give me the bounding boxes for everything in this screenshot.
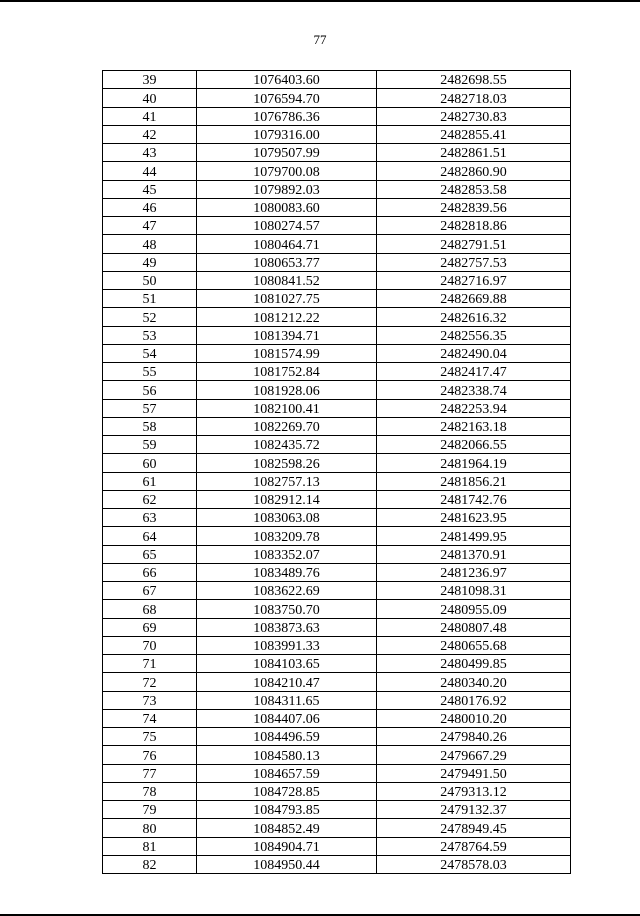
point-number-cell: 44 — [103, 162, 197, 180]
y-coordinate-cell: 2478764.59 — [377, 837, 571, 855]
x-coordinate-cell: 1080464.71 — [197, 235, 377, 253]
y-coordinate-cell: 2482818.86 — [377, 217, 571, 235]
y-coordinate-cell: 2482490.04 — [377, 344, 571, 362]
point-number-cell: 41 — [103, 107, 197, 125]
y-coordinate-cell: 2481236.97 — [377, 563, 571, 581]
x-coordinate-cell: 1083622.69 — [197, 582, 377, 600]
point-number-cell: 40 — [103, 89, 197, 107]
y-coordinate-cell: 2480655.68 — [377, 636, 571, 654]
y-coordinate-cell: 2479840.26 — [377, 728, 571, 746]
table-row — [103, 618, 571, 636]
x-coordinate-cell: 1083873.63 — [197, 618, 377, 636]
table-row — [103, 107, 571, 125]
point-number-cell: 45 — [103, 180, 197, 198]
table-row — [103, 509, 571, 527]
x-coordinate-cell: 1082912.14 — [197, 490, 377, 508]
point-number-cell: 70 — [103, 636, 197, 654]
point-number-cell: 77 — [103, 764, 197, 782]
point-number-cell: 75 — [103, 728, 197, 746]
table-row — [103, 563, 571, 581]
y-coordinate-cell: 2480010.20 — [377, 709, 571, 727]
point-number-cell: 79 — [103, 801, 197, 819]
point-number-cell: 66 — [103, 563, 197, 581]
x-coordinate-cell: 1082100.41 — [197, 399, 377, 417]
point-number-cell: 56 — [103, 381, 197, 399]
y-coordinate-cell: 2479667.29 — [377, 746, 571, 764]
y-coordinate-cell: 2479313.12 — [377, 782, 571, 800]
y-coordinate-cell: 2482791.51 — [377, 235, 571, 253]
x-coordinate-cell: 1083352.07 — [197, 545, 377, 563]
x-coordinate-cell: 1084728.85 — [197, 782, 377, 800]
x-coordinate-cell: 1080653.77 — [197, 253, 377, 271]
point-number-cell: 67 — [103, 582, 197, 600]
x-coordinate-cell: 1081212.22 — [197, 308, 377, 326]
table-row — [103, 472, 571, 490]
page-number: 77 — [313, 32, 327, 47]
y-coordinate-cell: 2482066.55 — [377, 436, 571, 454]
x-coordinate-cell: 1084496.59 — [197, 728, 377, 746]
x-coordinate-cell: 1082269.70 — [197, 417, 377, 435]
table-row — [103, 363, 571, 381]
point-number-cell: 73 — [103, 691, 197, 709]
table-row — [103, 417, 571, 435]
point-number-cell: 51 — [103, 290, 197, 308]
y-coordinate-cell: 2480176.92 — [377, 691, 571, 709]
y-coordinate-cell: 2481370.91 — [377, 545, 571, 563]
table-row — [103, 71, 571, 89]
point-number-cell: 59 — [103, 436, 197, 454]
point-number-cell: 54 — [103, 344, 197, 362]
x-coordinate-cell: 1080841.52 — [197, 271, 377, 289]
y-coordinate-cell: 2479491.50 — [377, 764, 571, 782]
table-row — [103, 709, 571, 727]
x-coordinate-cell: 1081752.84 — [197, 363, 377, 381]
y-coordinate-cell: 2480499.85 — [377, 655, 571, 673]
point-number-cell: 47 — [103, 217, 197, 235]
y-coordinate-cell: 2480807.48 — [377, 618, 571, 636]
table-row — [103, 144, 571, 162]
coordinates-table — [102, 70, 571, 874]
point-number-cell: 42 — [103, 125, 197, 143]
y-coordinate-cell: 2480340.20 — [377, 673, 571, 691]
table-row — [103, 180, 571, 198]
table-row — [103, 764, 571, 782]
x-coordinate-cell: 1083209.78 — [197, 527, 377, 545]
table-row — [103, 801, 571, 819]
x-coordinate-cell: 1082757.13 — [197, 472, 377, 490]
y-coordinate-cell: 2482718.03 — [377, 89, 571, 107]
x-coordinate-cell: 1081928.06 — [197, 381, 377, 399]
table-row — [103, 782, 571, 800]
point-number-cell: 76 — [103, 746, 197, 764]
y-coordinate-cell: 2482716.97 — [377, 271, 571, 289]
y-coordinate-cell: 2479132.37 — [377, 801, 571, 819]
table-row — [103, 527, 571, 545]
x-coordinate-cell: 1084210.47 — [197, 673, 377, 691]
y-coordinate-cell: 2478949.45 — [377, 819, 571, 837]
point-number-cell: 65 — [103, 545, 197, 563]
point-number-cell: 50 — [103, 271, 197, 289]
x-coordinate-cell: 1084407.06 — [197, 709, 377, 727]
x-coordinate-cell: 1083063.08 — [197, 509, 377, 527]
point-number-cell: 82 — [103, 855, 197, 873]
table-row — [103, 125, 571, 143]
table-row — [103, 582, 571, 600]
point-number-cell: 57 — [103, 399, 197, 417]
point-number-cell: 53 — [103, 326, 197, 344]
point-number-cell: 64 — [103, 527, 197, 545]
point-number-cell: 62 — [103, 490, 197, 508]
point-number-cell: 52 — [103, 308, 197, 326]
y-coordinate-cell: 2481856.21 — [377, 472, 571, 490]
table-row — [103, 855, 571, 873]
table-row — [103, 290, 571, 308]
x-coordinate-cell: 1083489.76 — [197, 563, 377, 581]
y-coordinate-cell: 2480955.09 — [377, 600, 571, 618]
point-number-cell: 60 — [103, 454, 197, 472]
table-row — [103, 636, 571, 654]
x-coordinate-cell: 1079316.00 — [197, 125, 377, 143]
table-row — [103, 728, 571, 746]
table-row — [103, 344, 571, 362]
point-number-cell: 80 — [103, 819, 197, 837]
table-row — [103, 819, 571, 837]
x-coordinate-cell: 1080083.60 — [197, 198, 377, 216]
y-coordinate-cell: 2482730.83 — [377, 107, 571, 125]
x-coordinate-cell: 1079700.08 — [197, 162, 377, 180]
y-coordinate-cell: 2482860.90 — [377, 162, 571, 180]
point-number-cell: 81 — [103, 837, 197, 855]
table-row — [103, 235, 571, 253]
point-number-cell: 78 — [103, 782, 197, 800]
table-row — [103, 381, 571, 399]
x-coordinate-cell: 1082435.72 — [197, 436, 377, 454]
y-coordinate-cell: 2482853.58 — [377, 180, 571, 198]
point-number-cell: 48 — [103, 235, 197, 253]
table-row — [103, 162, 571, 180]
table-row — [103, 271, 571, 289]
table-row — [103, 600, 571, 618]
point-number-cell: 68 — [103, 600, 197, 618]
x-coordinate-cell: 1084793.85 — [197, 801, 377, 819]
point-number-cell: 63 — [103, 509, 197, 527]
x-coordinate-cell: 1076786.36 — [197, 107, 377, 125]
point-number-cell: 69 — [103, 618, 197, 636]
point-number-cell: 72 — [103, 673, 197, 691]
point-number-cell: 46 — [103, 198, 197, 216]
x-coordinate-cell: 1084904.71 — [197, 837, 377, 855]
point-number-cell: 43 — [103, 144, 197, 162]
y-coordinate-cell: 2482616.32 — [377, 308, 571, 326]
y-coordinate-cell: 2482861.51 — [377, 144, 571, 162]
table-row — [103, 673, 571, 691]
y-coordinate-cell: 2482163.18 — [377, 417, 571, 435]
y-coordinate-cell: 2481964.19 — [377, 454, 571, 472]
y-coordinate-cell: 2482417.47 — [377, 363, 571, 381]
point-number-cell: 58 — [103, 417, 197, 435]
table-row — [103, 691, 571, 709]
y-coordinate-cell: 2478578.03 — [377, 855, 571, 873]
coordinates-table-body — [103, 71, 571, 874]
x-coordinate-cell: 1079507.99 — [197, 144, 377, 162]
y-coordinate-cell: 2482757.53 — [377, 253, 571, 271]
x-coordinate-cell: 1081574.99 — [197, 344, 377, 362]
y-coordinate-cell: 2482855.41 — [377, 125, 571, 143]
table-row — [103, 454, 571, 472]
table-row — [103, 436, 571, 454]
y-coordinate-cell: 2482338.74 — [377, 381, 571, 399]
table-row — [103, 326, 571, 344]
y-coordinate-cell: 2481098.31 — [377, 582, 571, 600]
table-row — [103, 89, 571, 107]
point-number-cell: 74 — [103, 709, 197, 727]
x-coordinate-cell: 1084311.65 — [197, 691, 377, 709]
table-row — [103, 399, 571, 417]
y-coordinate-cell: 2482556.35 — [377, 326, 571, 344]
table-row — [103, 545, 571, 563]
table-row — [103, 217, 571, 235]
x-coordinate-cell: 1083991.33 — [197, 636, 377, 654]
x-coordinate-cell: 1084580.13 — [197, 746, 377, 764]
table-row — [103, 746, 571, 764]
point-number-cell: 61 — [103, 472, 197, 490]
table-row — [103, 837, 571, 855]
x-coordinate-cell: 1081394.71 — [197, 326, 377, 344]
x-coordinate-cell: 1076594.70 — [197, 89, 377, 107]
x-coordinate-cell: 1083750.70 — [197, 600, 377, 618]
x-coordinate-cell: 1081027.75 — [197, 290, 377, 308]
y-coordinate-cell: 2482698.55 — [377, 71, 571, 89]
y-coordinate-cell: 2481499.95 — [377, 527, 571, 545]
x-coordinate-cell: 1084852.49 — [197, 819, 377, 837]
table-row — [103, 198, 571, 216]
y-coordinate-cell: 2482839.56 — [377, 198, 571, 216]
point-number-cell: 49 — [103, 253, 197, 271]
y-coordinate-cell: 2481623.95 — [377, 509, 571, 527]
y-coordinate-cell: 2482253.94 — [377, 399, 571, 417]
table-row — [103, 655, 571, 673]
x-coordinate-cell: 1076403.60 — [197, 71, 377, 89]
scan-edge-top — [0, 0, 640, 2]
table-row — [103, 308, 571, 326]
x-coordinate-cell: 1084103.65 — [197, 655, 377, 673]
x-coordinate-cell: 1084950.44 — [197, 855, 377, 873]
table-row — [103, 490, 571, 508]
x-coordinate-cell: 1080274.57 — [197, 217, 377, 235]
table-row — [103, 253, 571, 271]
point-number-cell: 39 — [103, 71, 197, 89]
x-coordinate-cell: 1079892.03 — [197, 180, 377, 198]
x-coordinate-cell: 1082598.26 — [197, 454, 377, 472]
x-coordinate-cell: 1084657.59 — [197, 764, 377, 782]
y-coordinate-cell: 2481742.76 — [377, 490, 571, 508]
y-coordinate-cell: 2482669.88 — [377, 290, 571, 308]
point-number-cell: 71 — [103, 655, 197, 673]
point-number-cell: 55 — [103, 363, 197, 381]
